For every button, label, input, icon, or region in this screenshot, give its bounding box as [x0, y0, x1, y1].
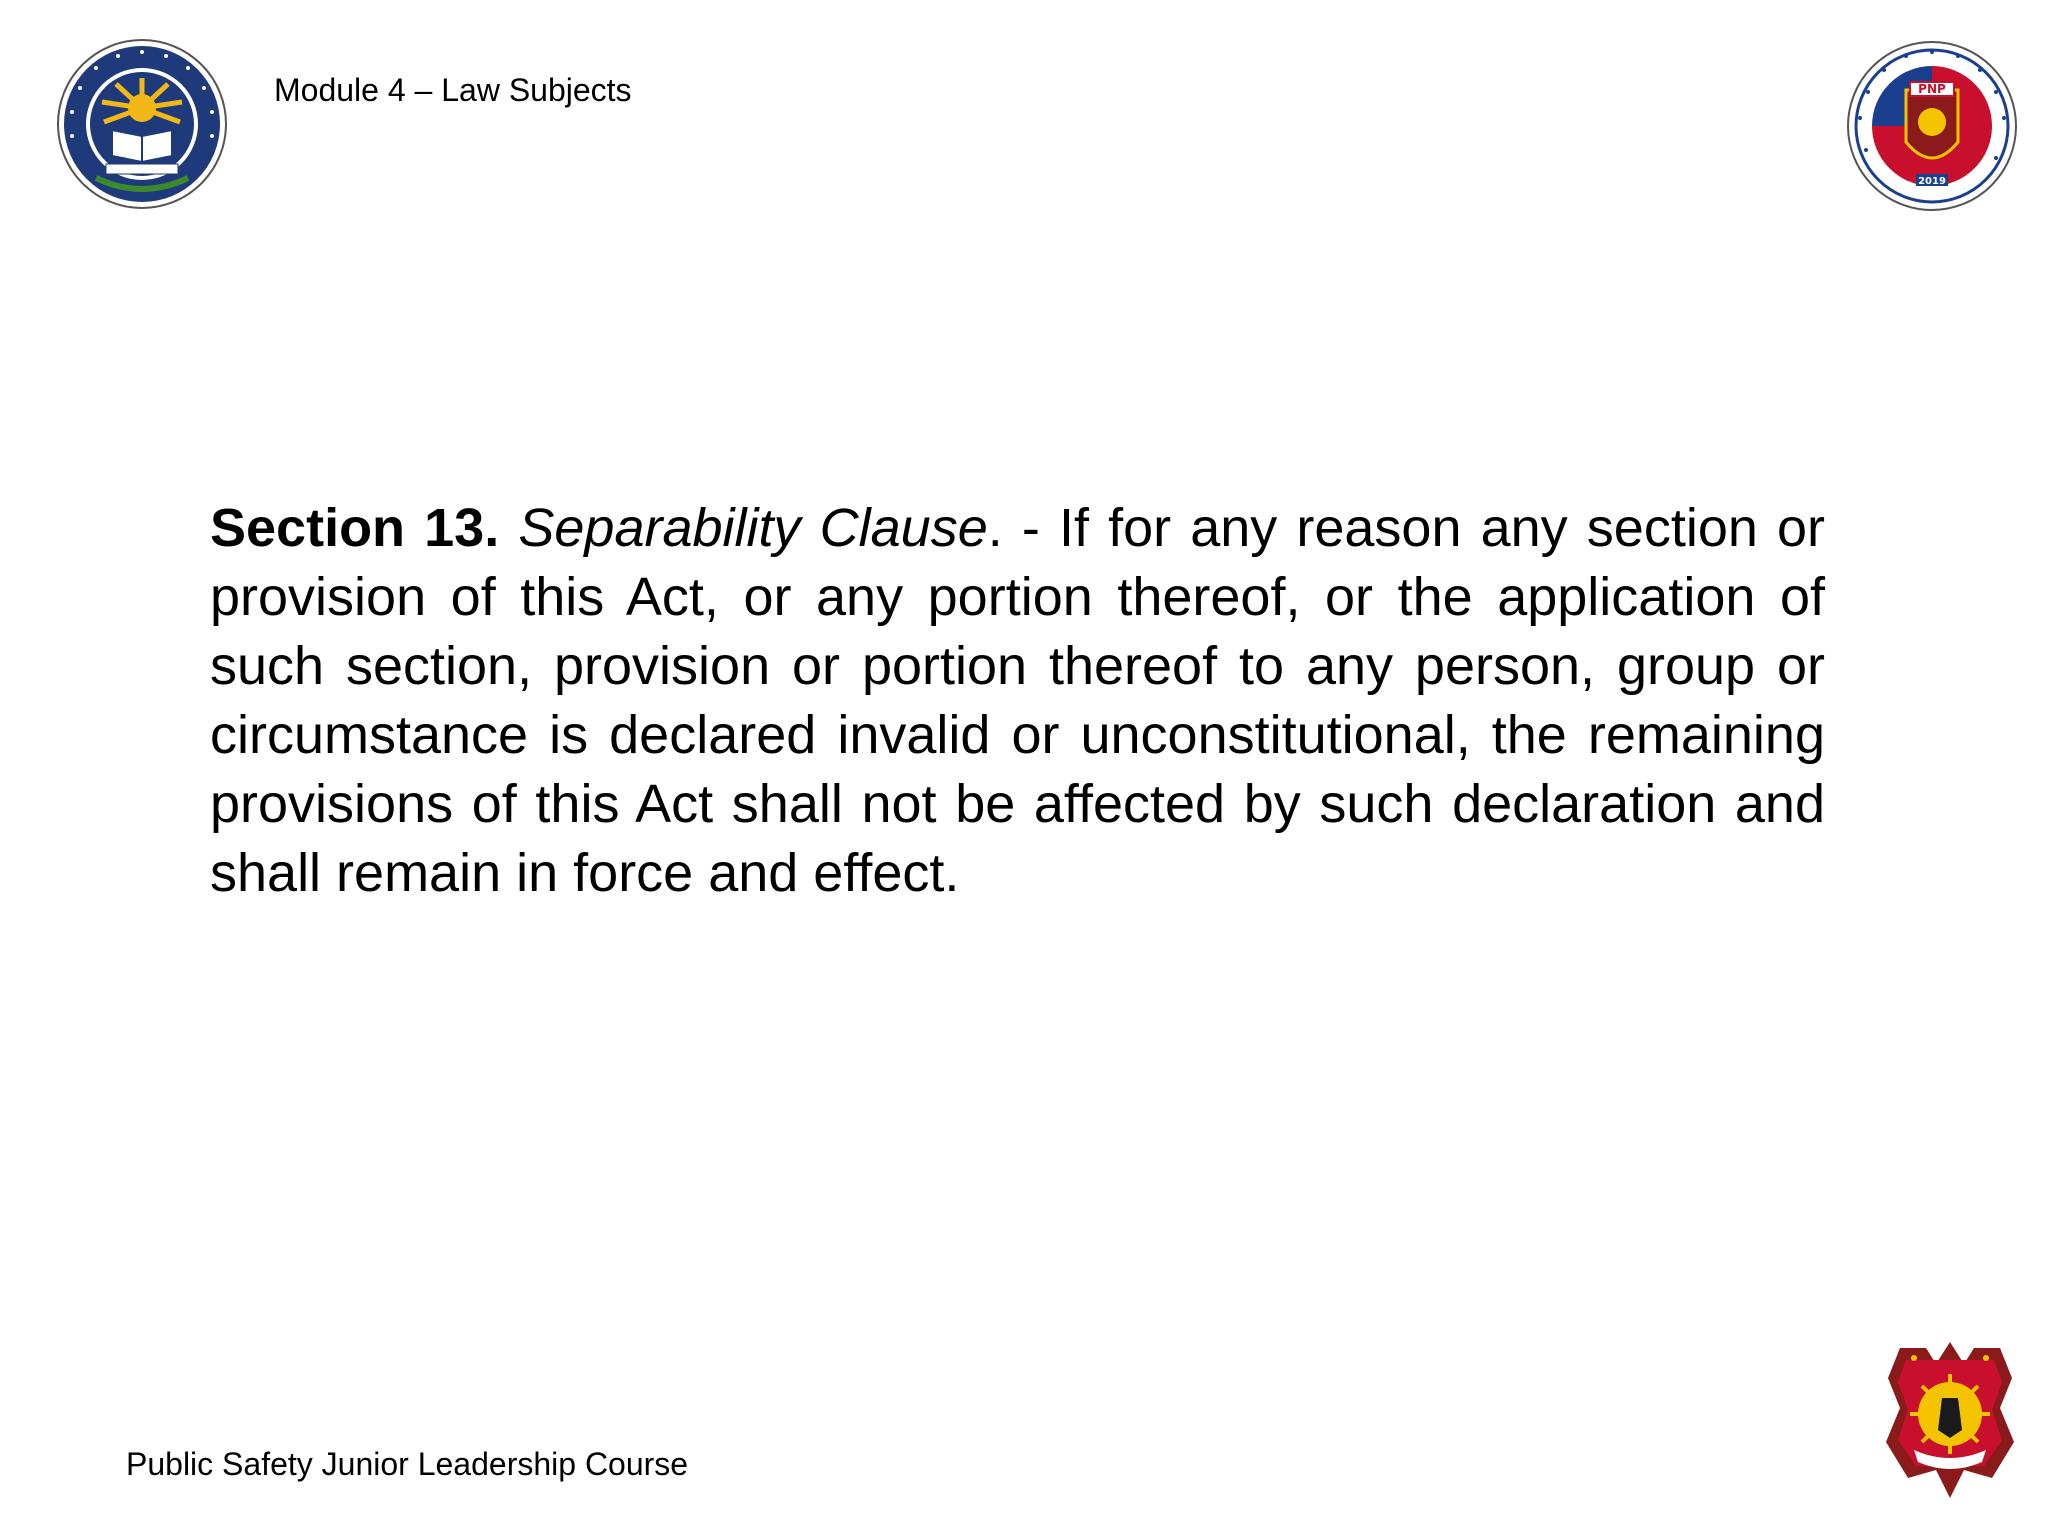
section-body-text: . - If for any reason any section or provision of this Act, or any portion thereof, or the application of such section, provision or portion thereof to any person, group or circumstance is declared invalid or unconstitutional, the remaining provisions of this Act shall not be affected by such declaration and shall remain in force and effect.	[210, 498, 1826, 903]
section-number: Section 13.	[210, 498, 500, 558]
directorate-seal-icon	[56, 38, 228, 210]
course-name: Public Safety Junior Leadership Course	[126, 1446, 689, 1482]
module-title: Module 4 – Law Subjects	[274, 72, 632, 108]
seal-year-text: 2019	[1918, 176, 1946, 187]
pnp-training-institute-seal-icon	[1846, 38, 2018, 214]
section-clause-title: Separability Clause	[518, 498, 988, 558]
pnp-badge-icon	[1880, 1338, 2020, 1502]
section-13-text	[210, 494, 1825, 908]
pnp-banner-text: PNP	[1918, 82, 1946, 96]
